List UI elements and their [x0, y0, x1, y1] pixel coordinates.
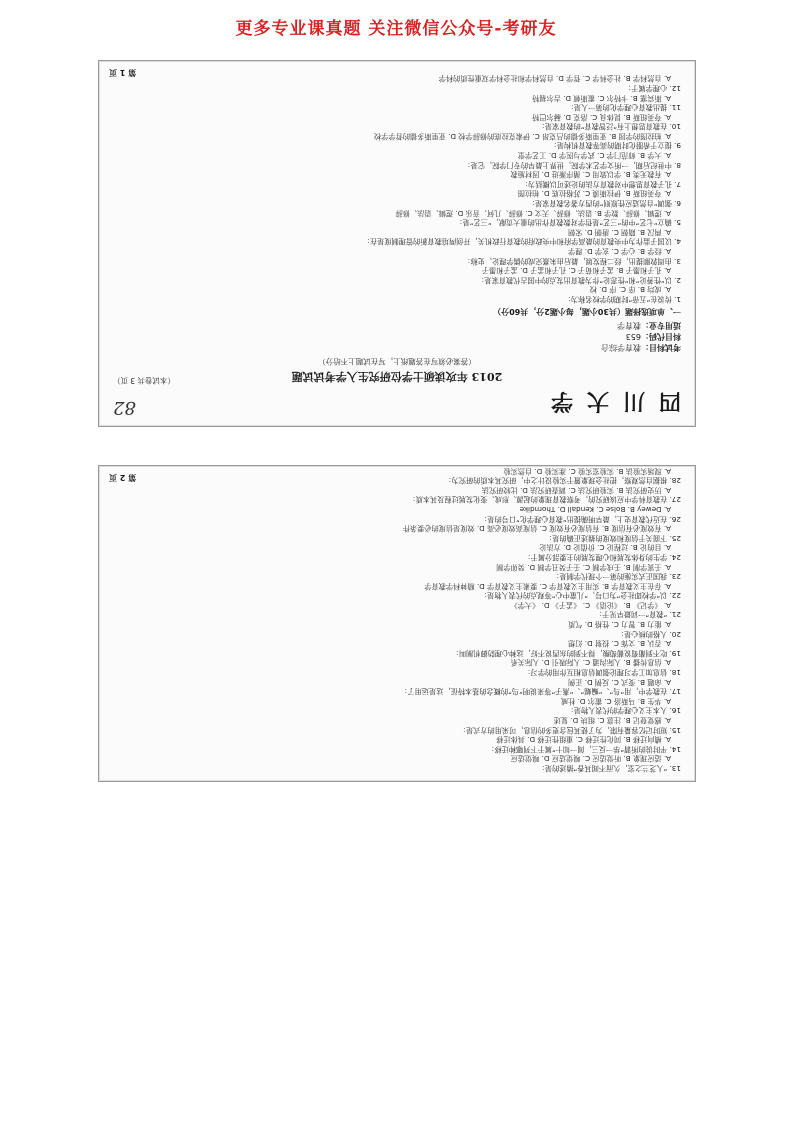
question: 3. 由周敦颐提出，经二程发展，最后由朱熹完成的儒学理论，史称：	[463, 256, 681, 266]
question-options: A. 自然科学 B. 社会科学 C. 哲学 D. 自然科学和社会科学双重性质的科学	[438, 74, 671, 84]
question-options: A. 能力 B. 智力 C. 性格 D. 气质	[568, 620, 671, 630]
question: 19. 吃不到葡萄说葡萄酸，得不到的东西说不好，这种心理防御机制叫：	[451, 648, 681, 658]
question-options: A. Dewey B. Bolse C. Kendall D. Thorndike	[519, 504, 671, 514]
question-options: A. 夸美纽斯 B. 伊拉斯谟 C. 苏格拉底 D. 柏拉图	[517, 189, 671, 199]
question-options: A. 目的论 B. 过程论 C. 价值论 D. 方法论	[539, 543, 671, 553]
question-options: A. 逻辑、修辞、数学 B. 语法、修辞、天文 C. 修辞、几何、音乐 D. 逻辑、语法、修辞	[395, 208, 671, 218]
question: 2. 以“性善论”和“性恶论”作为教育出发点的中国古代教育家是：	[477, 275, 681, 285]
question: 8. 中世纪后期，一所文学艺术学院，世界上最早的专门学院，它是：	[463, 160, 681, 170]
question-options: A. 大学 B. 师范门学 C. 武学与医学 D. 工艺学堂	[517, 151, 671, 161]
question: 6. 强调“自然适应性原则”的西方著名教育家是：	[527, 199, 681, 209]
answer-note: （答案必须写在答题纸上，写在试题上不给分）	[318, 357, 476, 366]
section-heading: 一、单项选择题（共30小题，每小题2分，共60分）	[493, 307, 681, 316]
question: 15. 短时记忆容量有限，为了使其包含更多的信息，可采用的方式是：	[458, 725, 681, 735]
question-options: A. 夸美纽斯 B. 昆体良 C. 洛克 D. 赫尔巴特	[532, 112, 671, 122]
question: 28. 根据自然观察，把社会现象置于实验设计之中，研究其本质的研究为：	[444, 476, 681, 486]
exam-meta: 考试科目：教育学综合 科目代码：653 适用专业：教育学	[601, 321, 681, 352]
question: 1. 传说在“五帝”时期的学校名称为：	[563, 295, 681, 304]
question-options: A. 感觉登记 B. 注意 C. 组块 D. 复述	[553, 716, 671, 726]
question-options: A. 经学 B. 心学 C. 玄学 D. 理学	[568, 247, 671, 257]
question: 13. “人芝兰之室，久而不闻其香”描述的是：	[537, 764, 681, 773]
question: 16. 人本主义心理学的代表人物是：	[566, 706, 681, 716]
question: 12. 心理学属于：	[624, 83, 681, 93]
question: 9. 提立于希腊化时期的高等教育机构是：	[549, 141, 681, 151]
question-options: A. 横向迁移 B. 同化性迁移 C. 重组性迁移 D. 具体迁移	[496, 735, 671, 745]
question-options: A. 否认 B. 文饰 C. 投射 D. 幻想	[568, 639, 671, 649]
question-options: A. 现场实验法 B. 实验室实验 C. 准实验 D. 自然实验	[503, 466, 671, 476]
question: 27. 在教育科学中应该研究的，考察教育现象的起源、形成、变化发展过程及其本质：	[408, 495, 681, 505]
scanned-page-1	[98, 60, 696, 427]
question-options: A. 适应现象 B. 听觉适应 C. 嗅觉适应 D. 嗅觉适应	[510, 754, 671, 764]
question: 18. 信息加工学习理论强调信息相互作用的学习：	[523, 668, 681, 678]
school-name: 四川大学	[536, 388, 681, 414]
question: 25. 下面关于信度和效度的描述正确的是：	[545, 533, 681, 543]
question-options: A. 有教无类 B. 学以致用 C. 循序渐进 D. 因材施教	[510, 170, 671, 180]
question-list	[113, 74, 681, 304]
question-options: A. 华生 B. 马斯洛 C. 霍尔 D. 杜威	[560, 696, 671, 706]
promo-banner: 更多专业课真题 关注微信公众号-考研友	[235, 19, 557, 39]
question-options: A. 柏拉图的学园 B. 亚里斯多德的吕克昂 C. 伊索克拉底的修辞学校 D. 亚里斯多德的哲学学校	[374, 131, 671, 141]
question: 23. 我国正式实施的第一个现代学制是：	[552, 572, 681, 582]
question: 26. 在近代教育史上，最早明确提出“教育心理学化”口号的是：	[480, 514, 681, 524]
question-options: A. 孔子和墨子 B. 孟子和荀子 C. 孔子和孟子 D. 孟子和墨子	[481, 266, 671, 276]
question: 14. 平时说的所谓“举一反三，闻一知十”属于下列哪种迁移：	[487, 744, 681, 754]
question: 17. 在教学中，用“鸟”、“蝙蝠”、“燕子”等来说明“鸟”的概念的基本特征，这是运用了：	[400, 687, 681, 697]
question-options: A. 信息传播 B. 人际沟通 C. 人际吸引 D. 人际关系	[510, 658, 671, 668]
question: 4. 议国子监作为中央教育的最高学府和中央政府的教育行政机关，开创两培教育新的管理制度是在：	[362, 237, 681, 247]
handwritten-number: 82	[113, 397, 136, 418]
question: 7. 孔子教育思想中对教育方法的论述可以概括为：	[520, 179, 681, 189]
question: 10. 在教育思想上有“泛智教育”的教育家是：	[537, 122, 681, 132]
page-number: 第 2 页	[109, 473, 137, 482]
page-count-note: （本试卷共 3 页）	[113, 376, 176, 385]
page-number: 第 1 页	[109, 68, 137, 77]
question: 24. 学生的身体发展和心理发展的主要部分属于：	[523, 552, 681, 562]
question-options: A. 命题 B. 变式 C. 反例 D. 正例	[568, 677, 671, 687]
question-options: A. 存在主义教育学 B. 实用主义教育学 C. 要素主义教育学 D. 精神科学教育学	[424, 581, 671, 591]
question: 5. 确立“七艺”中的“三艺”是哲学对数教育作出的重大贡献，“三艺”是：	[455, 218, 681, 228]
question-options: A. 壬寅学制 B. 壬戌学制 C. 壬子癸丑学制 D. 癸卯学制	[496, 562, 671, 572]
question-list	[113, 466, 681, 773]
question-options: A. 两汉 B. 隋朝 C. 唐朝 D. 宋朝	[568, 227, 671, 237]
question: 20. 人格的核心是：	[616, 629, 681, 639]
question-options: A. 斯宾塞 B. 卡特尔 C. 霍斯顿 D. 吉尔福特	[532, 93, 671, 103]
question-options: A. 历史研究法 B. 实验研究法 C. 调查研究法 D. 比较研究法	[481, 485, 671, 495]
question: 21. “教育”一词最早见于：	[595, 610, 681, 620]
question-options: A. 有效度必有信度 B. 有信度必有效度 C. 信度高效度必高 D. 效度是信度的必要条件	[402, 524, 671, 534]
question-options: A. 《学记》 B. 《论语》 C. 《孟子》 D. 《大学》	[510, 600, 671, 610]
question: 22. 以“学校即社会”为口号，“儿童中心”等观点的代表人物是：	[479, 591, 681, 601]
exam-title: 2013 年攻读硕士学位研究生入学考试试题	[291, 370, 503, 383]
question-options: A. 成均 B. 庠 C. 序 D. 校	[589, 285, 671, 295]
scanned-page-2	[98, 465, 696, 782]
question: 11. 提出教育心理学化的第一人是：	[566, 103, 681, 113]
